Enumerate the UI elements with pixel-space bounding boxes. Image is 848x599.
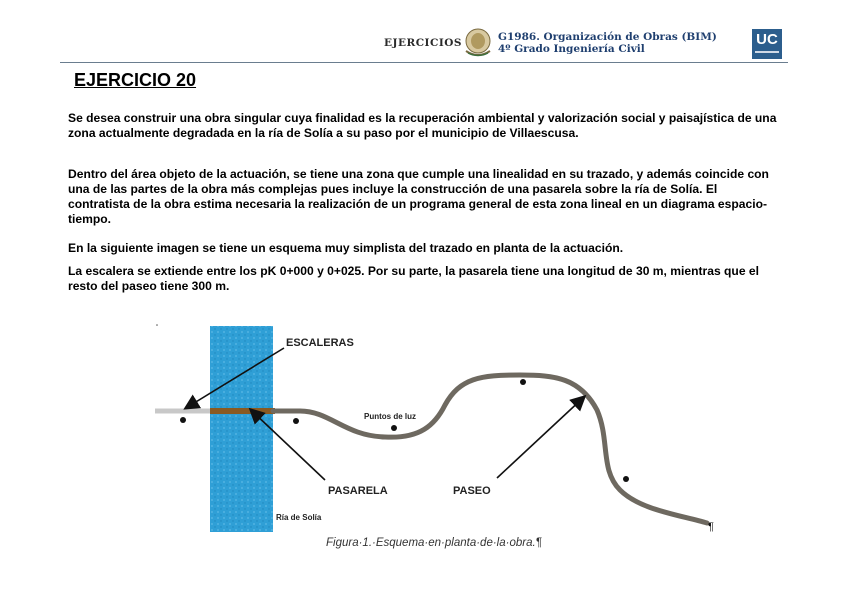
header-divider [60, 62, 788, 63]
course-code: G1986. Organización de Obras (BIM) [498, 31, 717, 43]
uc-logo-bar [755, 51, 779, 53]
label-pasarela: PASARELA [328, 485, 388, 497]
paragraph-2: Dentro del área objeto de la actuación, se tiene una zona que cumple una linealidad en su trazado, y además coincide con una de las partes de la obra más complejas pues incluye la construcción de una pasarela sobre la ría de Solía. El contratista de la obra estima necesaria la realización de un programa general de esta zona lineal en un diagrama espacio-tiempo. [68, 167, 769, 226]
header-course [498, 31, 717, 55]
uc-logo [752, 29, 782, 59]
light-point-5 [623, 476, 629, 482]
stray-dot [156, 324, 158, 326]
page-header [0, 0, 848, 66]
paragraph-4: La escalera se extiende entre los pK 0+000 y 0+025. Por su parte, la pasarela tiene una longitud de 30 m, mientras que el resto del paseo tiene 300 m. [68, 264, 759, 293]
header-section-label: EJERCICIOS [384, 37, 462, 49]
uc-logo-text: UC [756, 31, 778, 48]
paragraph-1: Se desea construir una obra singular cuya finalidad es la recuperación ambiental y valorización social y paisajística de una zona actualmente degradada en la ría de Solía a su paso por el municipio de Villaescusa. [68, 111, 777, 140]
light-point-3 [391, 425, 397, 431]
light-point-2 [293, 418, 299, 424]
pilcrow-mark: ¶ [708, 521, 714, 533]
university-crest-icon [463, 27, 493, 59]
label-ria: Ría de Solía [276, 513, 322, 522]
course-degree: 4º Grado Ingeniería Civil [498, 43, 645, 55]
arrow-paseo [497, 397, 584, 478]
paragraph-3: En la siguiente imagen se tiene un esquema muy simplista del trazado en planta de la actuación. [68, 241, 624, 255]
exercise-title: EJERCICIO 20 [74, 70, 197, 90]
label-escaleras: ESCALERAS [286, 337, 354, 349]
river [210, 326, 273, 532]
light-point-4 [520, 379, 526, 385]
label-paseo: PASEO [453, 485, 491, 497]
figure-caption: Figura·1.·Esquema·en·planta·de·la·obra.¶ [326, 537, 542, 549]
light-point-1 [180, 417, 186, 423]
label-puntos-luz: Puntos de luz [364, 412, 416, 421]
paseo-path [273, 375, 707, 523]
